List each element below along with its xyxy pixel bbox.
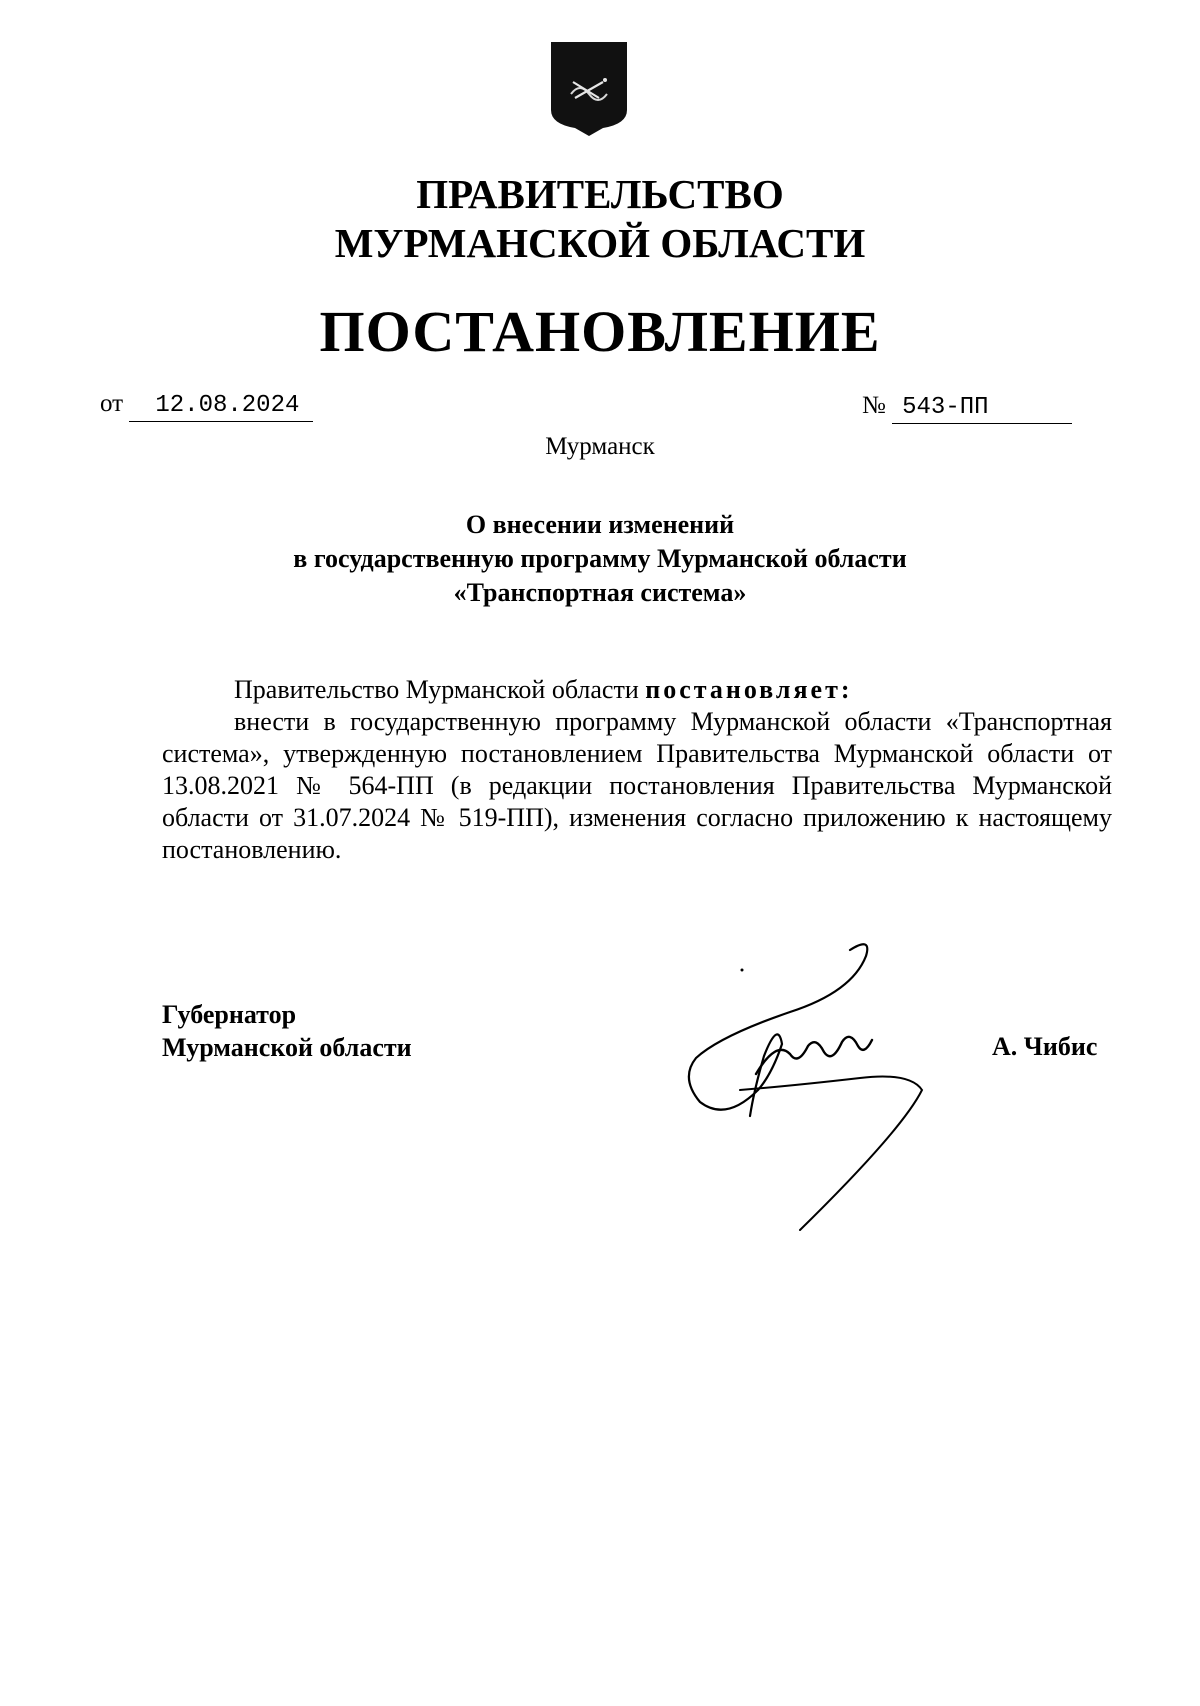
body-intro: Правительство Мурманской области [234,675,639,704]
subject-line-2: в государственную программу Мурманской области [293,544,907,573]
subject-heading [0,508,1200,610]
decree-word: постановляет: [645,675,853,704]
signatory-title [162,998,412,1064]
body-intro-line [162,674,1112,706]
document-body [162,674,1112,866]
subject-line-1: О внесении изменений [465,510,735,539]
number-prefix: № [862,392,886,419]
number-field [862,392,1072,424]
document-type-title: ПОСТАНОВЛЕНИЕ [319,299,881,364]
number-value: 543-ПП [892,394,1072,424]
subject-line-3: «Транспортная система» [453,578,747,607]
signatory-name: А. Чибис [992,1032,1098,1061]
body-paragraph: внести в государственную программу Мурманской области «Транспортная система», утвержденную постановлением Правительства Мурманской области от 13.08.2021 № 564-ПП (в редакции постановления Правительства Мурманской области от 31.07.2024 № 519-ПП), изменения согласно приложению к настоящему постановлению. [162,707,1112,864]
date-prefix: от [100,390,124,417]
organization-name [0,170,1200,268]
handwritten-signature [640,940,960,1240]
date-field [100,390,313,422]
coat-of-arms-emblem-icon [547,38,631,138]
signatory-title-line-2: Мурманской области [162,1033,412,1062]
org-line-2: МУРМАНСКОЙ ОБЛАСТИ [334,220,866,266]
date-value: 12.08.2024 [129,392,313,422]
org-line-1: ПРАВИТЕЛЬСТВО [416,171,784,217]
signatory-title-line-1: Губернатор [162,1000,297,1029]
city: Мурманск [545,433,655,460]
